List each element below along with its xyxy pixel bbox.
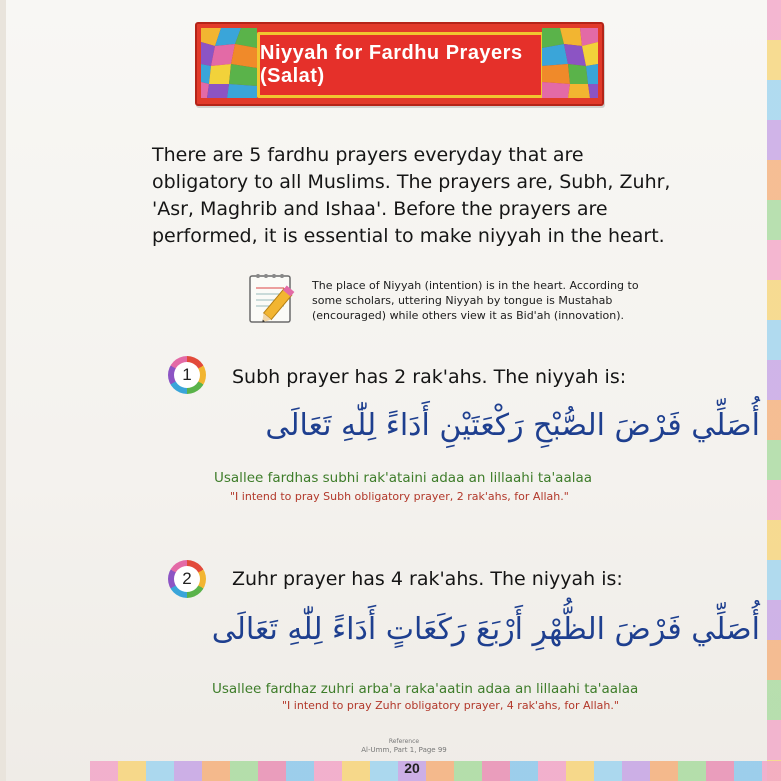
colorful-edge-strip-bottom — [90, 761, 781, 781]
title-banner — [195, 22, 604, 106]
notepad-pencil-icon — [246, 270, 302, 326]
item-number-badge — [168, 356, 206, 394]
arabic-niyyah-text: أُصَلِّي فَرْضَ الظُّهْرِ أَرْبَعَ رَكَعَاتٍ أَدَاءً لِلّٰهِ تَعَالَى — [211, 612, 760, 647]
reference-text: Al-Umm, Part 1, Page 99 — [361, 746, 447, 754]
colorful-edge-strip-right — [767, 0, 781, 781]
page-edge — [0, 0, 6, 781]
intro-paragraph: There are 5 fardhu prayers everyday that are obligatory to all Muslims. The prayers are, Subh, Zuhr, 'Asr, Maghrib and Ishaa'. Before the prayers are performed, it is essential to make niyyah in the heart. — [152, 144, 671, 247]
note-text: The place of Niyyah (intention) is in the heart. According to some scholars, uttering Niyyah by tongue is Mustahab (encouraged) while others view it as Bid'ah (innovation). — [312, 279, 639, 322]
page-number: 20 — [404, 760, 420, 776]
reference — [344, 738, 464, 754]
reference-label: Reference — [388, 738, 420, 745]
title-box — [257, 32, 544, 98]
transliteration: Usallee fardhas subhi rak'ataini adaa an lillaahi ta'aalaa — [214, 470, 593, 486]
mosaic-decoration-right — [542, 28, 598, 98]
item-number-badge — [168, 560, 206, 598]
translation: "I intend to pray Zuhr obligatory prayer, 4 rak'ahs, for Allah." — [282, 699, 619, 712]
transliteration: Usallee fardhaz zuhri arba'a raka'aatin adaa an lillaahi ta'aalaa — [212, 681, 639, 697]
translation: "I intend to pray Subh obligatory prayer, 2 rak'ahs, for Allah." — [230, 490, 569, 503]
arabic-niyyah-text: أُصَلِّي فَرْضَ الصُّبْحِ رَكْعَتَيْنِ أَدَاءً لِلّٰهِ تَعَالَى — [265, 408, 760, 443]
item-heading: Subh prayer has 2 rak'ahs. The niyyah is: — [232, 366, 627, 388]
page-title: Niyyah for Fardhu Prayers (Salat) — [260, 42, 523, 87]
item-number: 1 — [174, 362, 200, 388]
mosaic-decoration-left — [201, 28, 257, 98]
item-number: 2 — [174, 566, 200, 592]
item-heading: Zuhr prayer has 4 rak'ahs. The niyyah is: — [232, 568, 623, 590]
